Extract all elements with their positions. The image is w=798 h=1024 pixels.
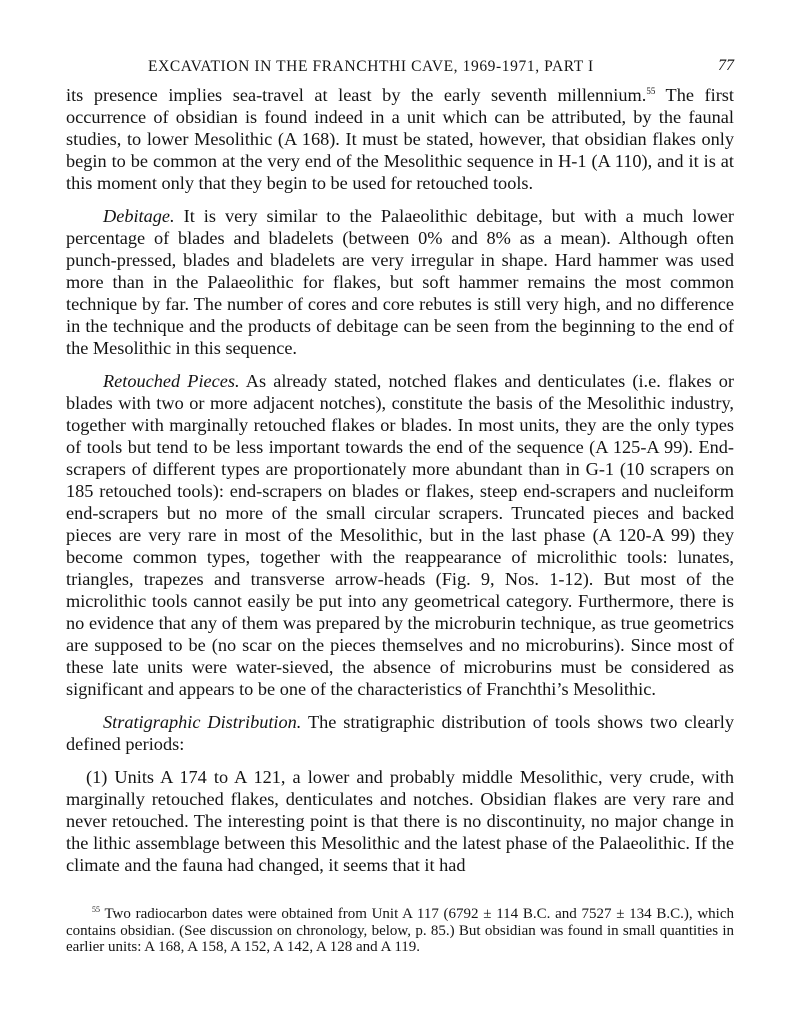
run-in-heading-retouched-pieces: Retouched Pieces.	[103, 371, 240, 391]
running-head	[66, 50, 734, 84]
footnote-text: Two radiocarbon dates were obtained from Unit A 117 (6792 ± 114 B.C. and 7527 ± 134 B.C.), which contains obsidian. (See discussion on chronology, below, p. 85.) But obsidian was found in small quantities in earlier units: A 168, A 158, A 152, A 142, A 128 and A 119.	[66, 906, 734, 955]
run-in-heading-debitage: Debitage.	[103, 206, 175, 226]
paragraph-text: its presence implies sea-travel at least by the early seventh millennium.	[66, 85, 647, 105]
running-title: EXCAVATION IN THE FRANCHTHI CAVE, 1969-1971, PART I	[148, 58, 594, 75]
paragraph-text-after-note: The first occurrence of obsidian is found indeed in a unit which can be attributed, by the faunal studies, to lower Mesolithic (A 168). It must be stated, however, that obsidian flakes only begin to be common at the very end of the Mesolithic sequence in H-1 (A 110), and it is at this moment only that they begin to be used for retouched tools.	[66, 85, 734, 193]
page-number: 77	[718, 57, 734, 74]
paragraph-text: (1) Units A 174 to A 121, a lower and probably middle Mesolithic, very crude, with marginally retouched flakes, denticulates and notches. Obsidian flakes are very rare and never retouched. The interesting point is that there is no discontinuity, no major change in the lithic assemblage between this Mesolithic and the latest phase of the Palaeolithic. If the climate and the fauna had changed, it seems that it had	[66, 767, 734, 875]
footnote-reference[interactable]: 55	[646, 86, 656, 96]
paragraph-text: As already stated, notched flakes and denticulates (i.e. flakes or blades with two or more adjacent notches), constitute the basis of the Mesolithic industry, together with marginally retouched flakes or blades. In most units, they are the only types of tools but tend to be less important towards the end of the sequence (A 125-A 99). End-scrapers of different types are proportionately more abundant than in G-1 (10 scrapers on 185 retouched tools): end-scrapers on blades or flakes, steep end-scrapers and nucleiform end-scrapers but no more of the small circular scrapers. Truncated pieces and backed pieces are very rare in most of the Mesolithic, but in the last phase (A 120-A 99) they become common types, together with the reappearance of microlithic tools: lunates, triangles, trapezes and transverse arrow-heads (Fig. 9, Nos. 1-12). But most of the microlithic tools cannot easily be put into any geometrical category. Furthermore, there is no evidence that any of them was prepared by the microburin technique, as true geometrics are supposed to be (no scar on the pieces themselves and no microburins). Since most of these late units were water-sieved, the absence of microburins must be considered as significant and appears to be one of the characteristics of Franchthi’s Mesolithic.	[66, 371, 734, 699]
page	[66, 50, 734, 887]
paragraph-text: The stratigraphic distribution of tools shows two clearly defined periods:	[66, 712, 734, 754]
paragraph-text: It is very similar to the Palaeolithic debitage, but with a much lower percentage of blades and bladelets (between 0% and 8% as a mean). Although often punch-pressed, blades and bladelets are very irregular in shape. Hard hammer was used more than in the Palaeolithic for flakes, but soft hammer remains the most common technique by far. The number of cores and core rebutes is still very high, and no difference in the technique and the products of debitage can be seen from the beginning to the end of the Mesolithic in this sequence.	[66, 206, 734, 358]
paragraph-period-1	[66, 766, 734, 876]
footnote-number: 55	[92, 905, 100, 914]
paragraph-obsidian-continued	[66, 84, 734, 194]
paragraph-stratigraphic-distribution	[66, 711, 734, 755]
paragraph-debitage	[66, 205, 734, 359]
run-in-heading-stratigraphic-distribution: Stratigraphic Distribution.	[103, 712, 302, 732]
body-text	[66, 84, 734, 876]
paragraph-retouched-pieces	[66, 370, 734, 700]
footnote	[66, 906, 734, 956]
